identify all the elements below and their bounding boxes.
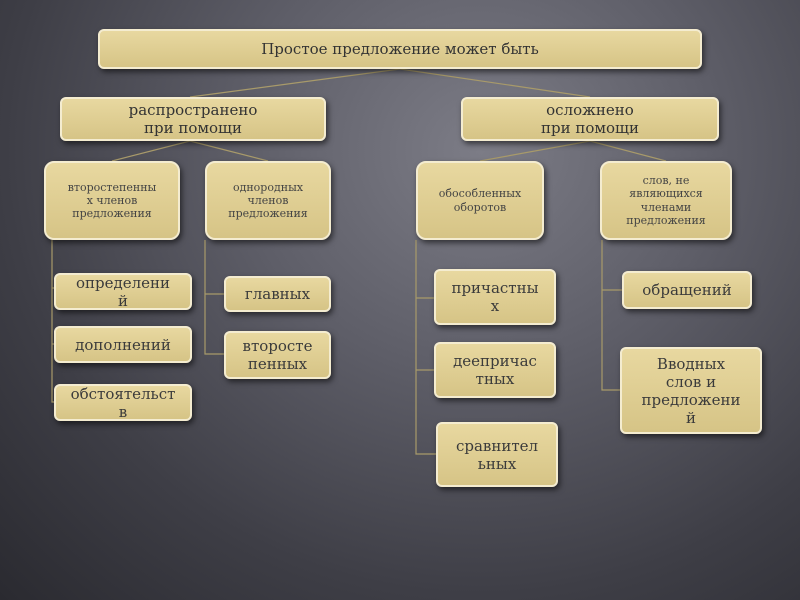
category-isolated: [416, 161, 544, 240]
leaf-main-label: главных: [244, 285, 311, 303]
category-homogeneous-label: однородных членов предложения: [228, 180, 308, 221]
leaf-adverbial-participial: [434, 342, 556, 398]
leaf-secondary: [224, 331, 331, 379]
leaf-address: [622, 271, 752, 309]
leaf-address-label: обращений: [642, 281, 732, 299]
branch-left-box: [60, 97, 326, 141]
leaf-secondary-label: второсте пенных: [242, 337, 313, 373]
leaf-objects-label: дополнений: [75, 335, 171, 354]
leaf-main: [224, 276, 331, 312]
leaf-introductory: [620, 347, 762, 434]
leaf-attributes: [54, 273, 192, 310]
leaf-comparative-label: сравнител ьных: [455, 436, 539, 473]
category-homogeneous: [205, 161, 331, 240]
leaf-comparative: [436, 422, 558, 487]
category-secondary-members: [44, 161, 180, 240]
root-box: [98, 29, 702, 69]
leaf-participial: [434, 269, 556, 325]
root-label: Простое предложение может быть: [261, 40, 539, 58]
leaf-adverbial-participial-label: деепричас тных: [453, 352, 537, 388]
category-non-members-label: слов, не являющихся членами предложения: [626, 174, 706, 227]
leaf-participial-label: причастны х: [451, 279, 539, 315]
leaf-attributes-label: определени й: [75, 273, 171, 310]
branch-right-label: осложнено при помощи: [540, 101, 640, 137]
category-isolated-label: обособленных оборотов: [438, 187, 522, 214]
leaf-adverbials: [54, 384, 192, 421]
leaf-objects: [54, 326, 192, 363]
leaf-adverbials-label: обстоятельст в: [70, 384, 176, 421]
category-secondary-members-label: второстепенны х членов предложения: [67, 180, 157, 221]
category-non-members: [600, 161, 732, 240]
branch-left-label: распространено при помощи: [128, 101, 258, 137]
branch-right-box: [461, 97, 719, 141]
leaf-introductory-label: Вводных слов и предложени й: [641, 354, 741, 427]
